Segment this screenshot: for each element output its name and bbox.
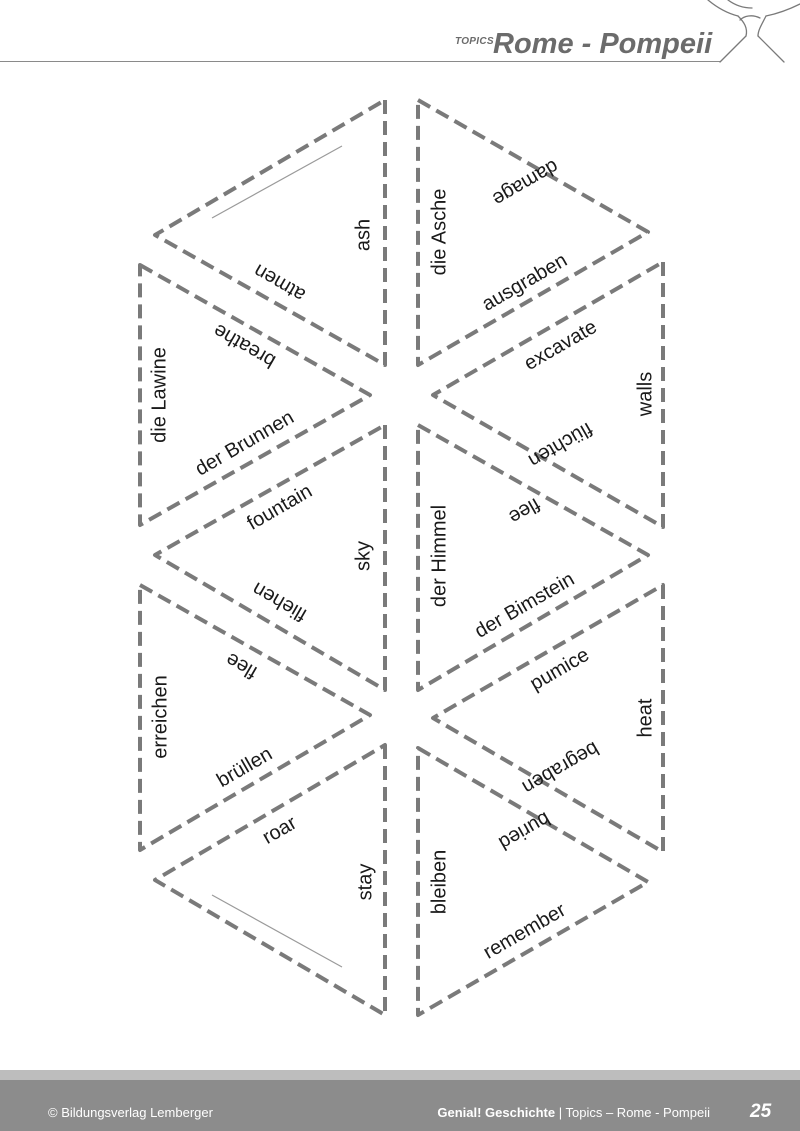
- footer-band-top: [0, 1070, 800, 1080]
- puzzle-word: remember: [479, 899, 570, 964]
- puzzle-word: erreichen: [149, 675, 172, 759]
- footer-series-title: Topics – Rome - Pompeii: [565, 1105, 710, 1120]
- puzzle-word: ash: [352, 218, 375, 252]
- puzzle-word: heat: [634, 698, 657, 738]
- footer-series: [437, 1105, 710, 1120]
- footer-brand: Genial! Geschichte: [437, 1105, 556, 1120]
- puzzle-word: pumice: [526, 643, 594, 696]
- puzzle-word: bleiben: [428, 849, 451, 915]
- puzzle-word: walls: [634, 371, 657, 417]
- puzzle-word: der Himmel: [428, 504, 451, 608]
- puzzle-word: breathe: [209, 319, 280, 373]
- puzzle-word: fliehen: [248, 577, 311, 626]
- copyright-text: © Bildungsverlag Lemberger: [48, 1105, 213, 1120]
- puzzle-triangle-6: [418, 100, 648, 365]
- puzzle-word: die Asche: [428, 188, 451, 276]
- puzzle-word: begraben: [518, 736, 603, 799]
- page-title: Rome - Pompeii: [493, 28, 713, 60]
- puzzle-word: damage: [488, 155, 563, 211]
- puzzle-word: brüllen: [213, 742, 277, 792]
- puzzle-word: flüchten: [524, 417, 597, 472]
- puzzle-word: der Bimstein: [471, 568, 579, 643]
- puzzle-word: stay: [354, 863, 377, 901]
- puzzle-word: atmen: [250, 259, 310, 307]
- puzzle-triangle-5: [155, 742, 385, 1015]
- puzzle-word: die Lawine: [148, 347, 171, 443]
- footer-separator: |: [555, 1105, 566, 1120]
- page-footer: [0, 1070, 800, 1131]
- puzzle-triangle-7: [433, 262, 663, 527]
- puzzle-word: sky: [352, 541, 375, 571]
- puzzle-word: roar: [258, 811, 301, 849]
- puzzle-word: buried: [494, 807, 554, 855]
- page-number: 25: [750, 1101, 772, 1122]
- puzzle-word: fountain: [243, 480, 316, 535]
- footer-band: [0, 1080, 800, 1131]
- puzzle-triangle-3: [155, 425, 385, 690]
- puzzle-word: flee: [222, 648, 262, 684]
- topics-label: TOPICS: [455, 36, 494, 47]
- puzzle-triangle-1: [155, 100, 385, 365]
- guide-line: [212, 146, 342, 218]
- puzzle-word: der Brunnen: [191, 406, 298, 481]
- puzzle-word: flee: [504, 493, 544, 529]
- puzzle-triangle-4: [140, 585, 370, 850]
- puzzle-triangle-2: [140, 265, 370, 525]
- puzzle-word: ausgraben: [478, 249, 572, 316]
- guide-line: [212, 895, 342, 967]
- puzzle-triangle-9: [433, 585, 663, 855]
- puzzle-word: excavate: [520, 315, 601, 375]
